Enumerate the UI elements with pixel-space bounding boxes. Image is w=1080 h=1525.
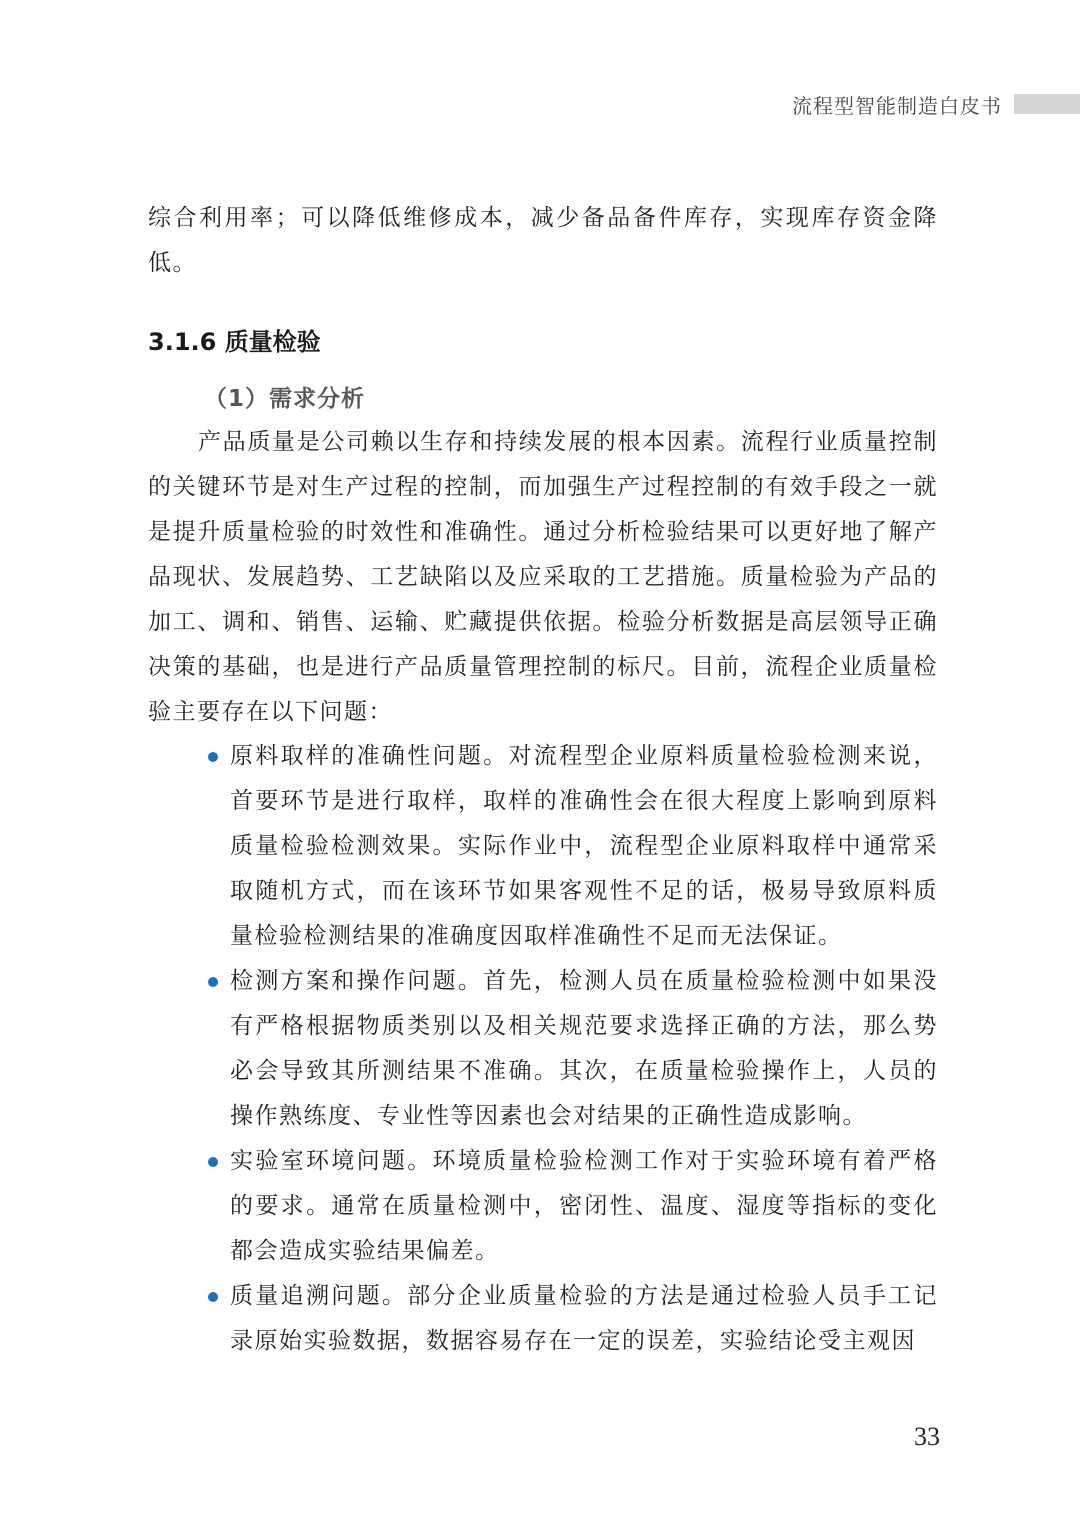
running-header bbox=[792, 90, 1080, 118]
issue-list bbox=[148, 734, 938, 1364]
subheading: （1）需求分析 bbox=[204, 386, 366, 412]
running-title: 流程型智能制造白皮书 bbox=[792, 93, 1002, 118]
bullet-icon bbox=[208, 977, 218, 987]
page-number: 33 bbox=[914, 1422, 940, 1451]
issue-text: 原料取样的准确性问题。对流程型企业原料质量检验检测来说，首要环节是进行取样，取样的准确性会在很大程度上影响到原料质量检验检测效果。实际作业中，流程型企业原料取样中通常采取随机方式，而在该环节如果客观性不足的话，极易导致原料质量检验检测结果的准确度因取样准确性不足而无法保证。 bbox=[230, 743, 938, 949]
main-paragraph-block bbox=[148, 420, 938, 735]
list-item bbox=[148, 734, 938, 959]
section-heading: 3.1.6 质量检验 bbox=[148, 328, 321, 356]
bullet-icon bbox=[208, 1292, 218, 1302]
header-decoration-bar bbox=[1014, 94, 1080, 114]
bullet-icon bbox=[208, 1157, 218, 1167]
issue-text: 质量追溯问题。部分企业质量检验的方法是通过检验人员手工记录原始实验数据，数据容易存在一定的误差，实验结论受主观因 bbox=[230, 1283, 938, 1354]
bullet-icon bbox=[208, 752, 218, 762]
continued-paragraph-block bbox=[148, 196, 938, 286]
list-item bbox=[148, 959, 938, 1139]
issue-text: 检测方案和操作问题。首先，检测人员在质量检验检测中如果没有严格根据物质类别以及相关规范要求选择正确的方法，那么势必会导致其所测结果不准确。其次，在质量检验操作上，人员的操作熟练度、专业性等因素也会对结果的正确性造成影响。 bbox=[230, 968, 938, 1129]
list-item bbox=[148, 1139, 938, 1274]
main-paragraph: 产品质量是公司赖以生存和持续发展的根本因素。流程行业质量控制的关键环节是对生产过程的控制，而加强生产过程控制的有效手段之一就是提升质量检验的时效性和准确性。通过分析检验结果可以更好地了解产品现状、发展趋势、工艺缺陷以及应采取的工艺措施。质量检验为产品的加工、调和、销售、运输、贮藏提供依据。检验分析数据是高层领导正确决策的基础，也是进行产品质量管理控制的标尺。目前，流程企业质量检验主要存在以下问题： bbox=[148, 429, 938, 725]
continued-paragraph: 综合利用率；可以降低维修成本，减少备品备件库存，实现库存资金降低。 bbox=[148, 205, 938, 276]
issue-text: 实验室环境问题。环境质量检验检测工作对于实验环境有着严格的要求。通常在质量检测中，密闭性、温度、湿度等指标的变化都会造成实验结果偏差。 bbox=[230, 1148, 938, 1264]
list-item bbox=[148, 1274, 938, 1364]
